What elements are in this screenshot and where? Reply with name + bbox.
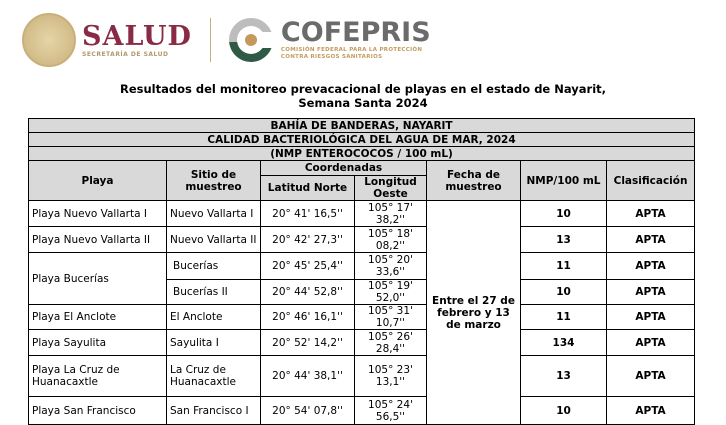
cell-playa: Playa Nuevo Vallarta I: [29, 201, 167, 227]
cell-clasificacion: APTA: [607, 227, 695, 253]
title-line1: Resultados del monitoreo prevacacional de playas en el estado de Nayarit,: [119, 82, 606, 96]
cell-sitio: San Francisco I: [167, 397, 261, 425]
cell-playa: Playa Nuevo Vallarta II: [29, 227, 167, 253]
cell-sitio: Nuevo Vallarta II: [167, 227, 261, 253]
table-row: [29, 305, 695, 330]
table-row: [29, 201, 695, 227]
cell-playa: Playa El Anclote: [29, 305, 167, 330]
col-nmp: NMP/100 mL: [521, 161, 607, 201]
col-longitud: Longitud Oeste: [355, 176, 427, 201]
cell-clasificacion: APTA: [607, 305, 695, 330]
mexico-seal-icon: [22, 13, 76, 67]
cell-nmp: 10: [521, 280, 607, 305]
table-row: [29, 253, 695, 280]
cell-lon: 105° 26' 28,4'': [355, 330, 427, 356]
cell-lat: 20° 41' 16,5'': [261, 201, 355, 227]
cell-nmp: 10: [521, 397, 607, 425]
cell-lat: 20° 44' 38,1'': [261, 356, 355, 397]
cell-sitio: Bucerías II: [167, 280, 261, 305]
cell-clasificacion: APTA: [607, 330, 695, 356]
cell-sitio: Nuevo Vallarta I: [167, 201, 261, 227]
col-fecha: Fecha de muestreo: [427, 161, 521, 201]
cell-lat: 20° 46' 16,1'': [261, 305, 355, 330]
salud-logo: [82, 20, 192, 58]
cell-lon: 105° 19' 52,0'': [355, 280, 427, 305]
cell-nmp: 10: [521, 201, 607, 227]
cell-clasificacion: APTA: [607, 201, 695, 227]
cell-sitio: El Anclote: [167, 305, 261, 330]
cell-lat: 20° 42' 27,3'': [261, 227, 355, 253]
cell-lon: 105° 18' 08,2'': [355, 227, 427, 253]
cell-playa: Playa Bucerías: [29, 253, 167, 305]
cofepris-logo: [281, 19, 431, 61]
cell-lat: 20° 54' 07,8'': [261, 397, 355, 425]
cofepris-sub2: CONTRA RIESGOS SANITARIOS: [280, 54, 383, 60]
cell-clasificacion: APTA: [607, 253, 695, 280]
table-row: [29, 397, 695, 425]
cell-fecha: Entre el 27 de febrero y 13 de marzo: [427, 201, 521, 425]
banner-units: (NMP ENTEROCOCOS / 100 mL): [29, 147, 695, 161]
cell-lat: 20° 45' 25,4'': [261, 253, 355, 280]
cell-lon: 105° 20' 33,6'': [355, 253, 427, 280]
cofepris-sub1: COMISIÓN FEDERAL PARA LA PROTECCIÓN: [280, 47, 423, 53]
cell-lon: 105° 17' 38,2'': [355, 201, 427, 227]
cell-nmp: 134: [521, 330, 607, 356]
results-table: [28, 118, 695, 425]
salud-subtitle: SECRETARÍA DE SALUD: [82, 50, 169, 58]
cell-lon: 105° 31' 10,7'': [355, 305, 427, 330]
cell-lat: 20° 44' 52,8'': [261, 280, 355, 305]
cofepris-mark-icon: [229, 18, 273, 62]
cell-clasificacion: APTA: [607, 280, 695, 305]
logo-divider: [210, 18, 211, 62]
cell-sitio: La Cruz de Huanacaxtle: [167, 356, 261, 397]
header-logos: [22, 10, 431, 70]
cell-lon: 105° 23' 13,1'': [355, 356, 427, 397]
salud-name: SALUD: [82, 20, 192, 52]
cell-lat: 20° 52' 14,2'': [261, 330, 355, 356]
cell-clasificacion: APTA: [607, 397, 695, 425]
cell-playa: Playa San Francisco: [29, 397, 167, 425]
table-row: [29, 330, 695, 356]
cell-lon: 105° 24' 56,5'': [355, 397, 427, 425]
cell-sitio: Sayulita I: [167, 330, 261, 356]
table-row: [29, 227, 695, 253]
cell-playa: Playa La Cruz de Huanacaxtle: [29, 356, 167, 397]
col-playa: Playa: [29, 161, 167, 201]
cell-nmp: 13: [521, 227, 607, 253]
cell-playa: Playa Sayulita: [29, 330, 167, 356]
cell-nmp: 11: [521, 253, 607, 280]
title-line2: Semana Santa 2024: [298, 96, 428, 110]
cell-nmp: 11: [521, 305, 607, 330]
page-title: [0, 82, 726, 110]
cell-nmp: 13: [521, 356, 607, 397]
cell-sitio: Bucerías: [167, 253, 261, 280]
cofepris-name: COFEPRIS: [280, 17, 431, 48]
banner-location: BAHÍA DE BANDERAS, NAYARIT: [29, 119, 695, 133]
col-clasificacion: Clasificación: [607, 161, 695, 201]
col-latitud: Latitud Norte: [261, 176, 355, 201]
col-sitio: Sitio de muestreo: [167, 161, 261, 201]
col-coordenadas: Coordenadas: [261, 161, 427, 176]
banner-quality: CALIDAD BACTERIOLÓGICA DEL AGUA DE MAR, 2024: [29, 133, 695, 147]
table-row: [29, 356, 695, 397]
cell-clasificacion: APTA: [607, 356, 695, 397]
